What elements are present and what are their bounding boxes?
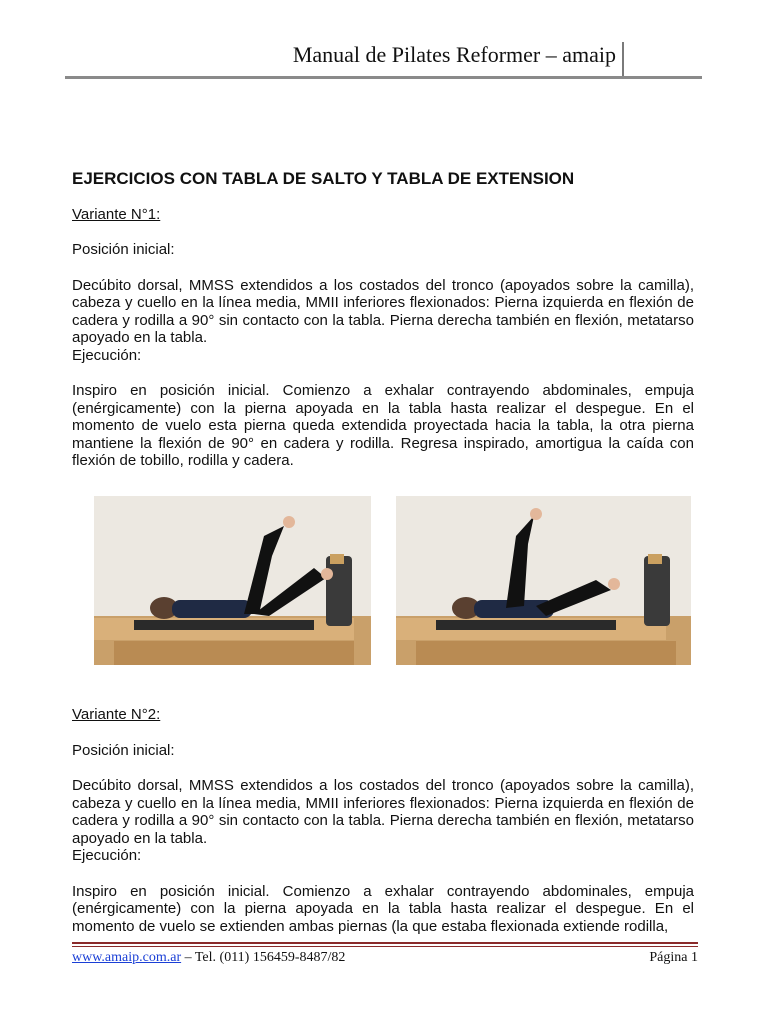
variant-1-initial-label: Posición inicial:	[72, 241, 175, 258]
photo-start-position	[94, 496, 371, 665]
content-section-2	[72, 706, 694, 935]
footer	[72, 950, 698, 966]
section-title: EJERCICIOS CON TABLA DE SALTO Y TABLA DE EXTENSION	[72, 169, 575, 188]
footer-rule-thin	[72, 946, 698, 947]
footer-phone: – Tel. (011) 156459-8487/82	[181, 950, 346, 965]
variant-1-heading: Variante N°1:	[72, 205, 161, 223]
footer-rule-thick	[72, 942, 698, 944]
variant-2-initial-text: Decúbito dorsal, MMSS extendidos a los costados del tronco (apoyados sobre la camilla), cabeza y cuello en la línea media, MMII inferiores flexionados: Pierna izquierda en flexión de cadera y rodilla a 90° sin contacto con la tabla. Pierna derecha también en flexión, metatarso apoyado en la tabla.	[72, 777, 694, 847]
variant-1-initial-text: Decúbito dorsal, MMSS extendidos a los costados del tronco (apoyados sobre la camilla), cabeza y cuello en la línea media, MMII inferiores flexionados: Pierna izquierda en flexión de cadera y rodilla a 90° sin contacto con la tabla. Pierna derecha también en flexión, metatarso apoyado en la tabla.	[72, 276, 694, 346]
variant-2-initial-label: Posición inicial:	[72, 741, 175, 759]
variant-2-execution-text: Inspiro en posición inicial. Comienzo a exhalar contrayendo abdominales, empuja (enérgicamente) con la pierna apoyada en la tabla hasta realizar el despegue. En el momento de vuelo se extienden ambas piernas (la que estaba flexionada extiende rodilla,	[72, 882, 694, 935]
variant-2-heading: Variante N°2:	[72, 706, 161, 723]
variant-2-execution-label: Ejecución:	[72, 847, 142, 864]
exercise-photos	[94, 496, 691, 666]
photo-flight-position	[396, 496, 691, 665]
header-title: Manual de Pilates Reformer – amaip	[292, 42, 616, 67]
page-number: Página 1	[649, 950, 698, 965]
header-rule	[65, 76, 702, 79]
footer-website-link[interactable]: www.amaip.com.ar	[72, 950, 182, 965]
content-section-1	[72, 170, 694, 470]
variant-1-execution-text: Inspiro en posición inicial. Comienzo a exhalar contrayendo abdominales, empuja (enérgicamente) con la pierna apoyada en la tabla hasta realizar el despegue. En el momento de vuelo esta pierna queda extendida proyectada hacia la tabla, la otra pierna mantiene la flexión de 90° en cadera y rodilla. Regresa inspirado, amortigua la caída con flexión de tobillo, rodilla y cadera.	[72, 382, 694, 469]
header-vertical-bar	[622, 42, 624, 76]
variant-1-execution-label: Ejecución:	[72, 346, 142, 364]
